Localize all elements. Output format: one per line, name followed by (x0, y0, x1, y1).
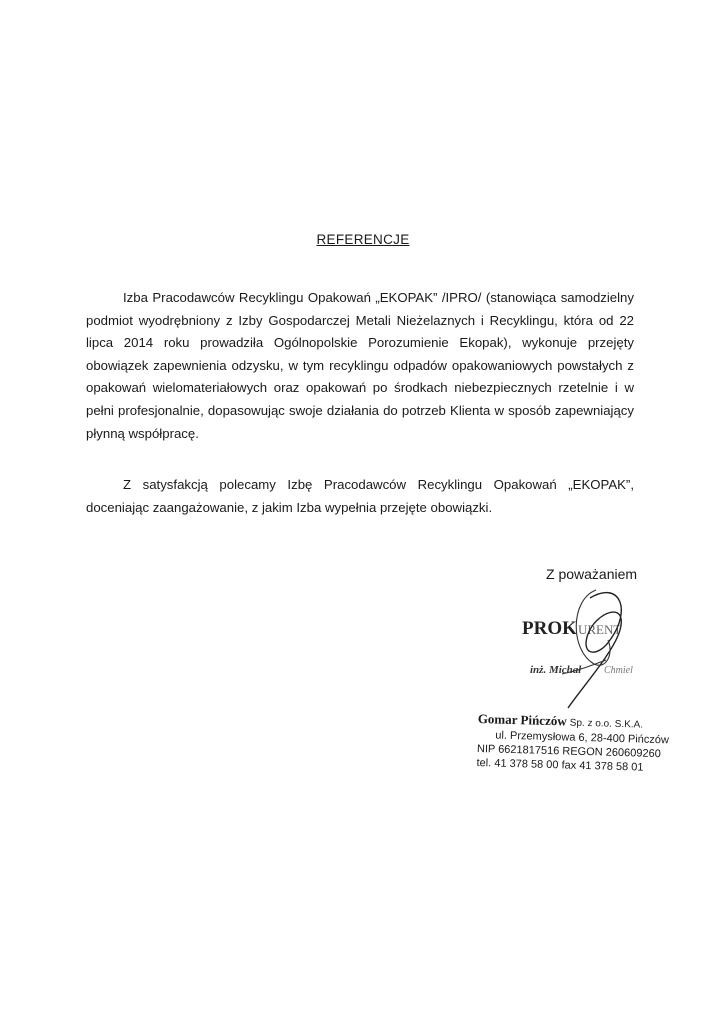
stamp-name-tail: Chmiel (604, 665, 633, 676)
company-phones: tel. 41 378 58 00 fax 41 378 58 01 (476, 756, 644, 774)
company-legal-form: Sp. z o.o. S.K.A. (569, 717, 644, 731)
closing-phrase: Z poważaniem (546, 566, 638, 582)
company-stamp (476, 712, 678, 776)
company-ids: NIP 6621817516 REGON 260609260 (476, 742, 661, 761)
stamp-prokurent-text: PROK (522, 618, 577, 639)
paragraph-1: Izba Pracodawców Recyklingu Opakowań „EKOPAK” /IPRO/ (stanowiąca samodzielny podmiot wyodrębniony z Izby Gospodarczej Metali Nieżelaznych i Recyklingu, która od 22 lipca 2014 roku prowadziła Ogólnopolskie Porozumienie Ekopak), wykonuje przejęty obowiązek zapewnienia odzysku, w tym recyklingu odpadów opakowaniowych powstałych z opakowań wielomateriałowych oraz opakowań po środkach niebezpiecznych rzetelnie i w pełni profesjonalnie, dopasowując swoje działania do potrzeb Klienta w sposób zapewniający płynną współpracę. (86, 290, 634, 441)
stamp-name-text: inż. Michał (530, 664, 582, 676)
signature-stroke-1 (568, 593, 621, 708)
company-address: ul. Przemysłowa 6, 28-400 Pińczów (495, 729, 670, 747)
document-title: REFERENCJE (316, 232, 410, 247)
signature-stamp-image (510, 570, 670, 720)
stamp-prokurent-tail: URENT (578, 622, 622, 637)
paragraph-2: Z satysfakcją polecamy Izbę Pracodawców Recyklingu Opakowań „EKOPAK”, doceniając zaangażowanie, z jakim Izba wypełnia przejęte obowiązki. (86, 477, 634, 515)
company-name: Gomar Pińczów (477, 711, 567, 729)
